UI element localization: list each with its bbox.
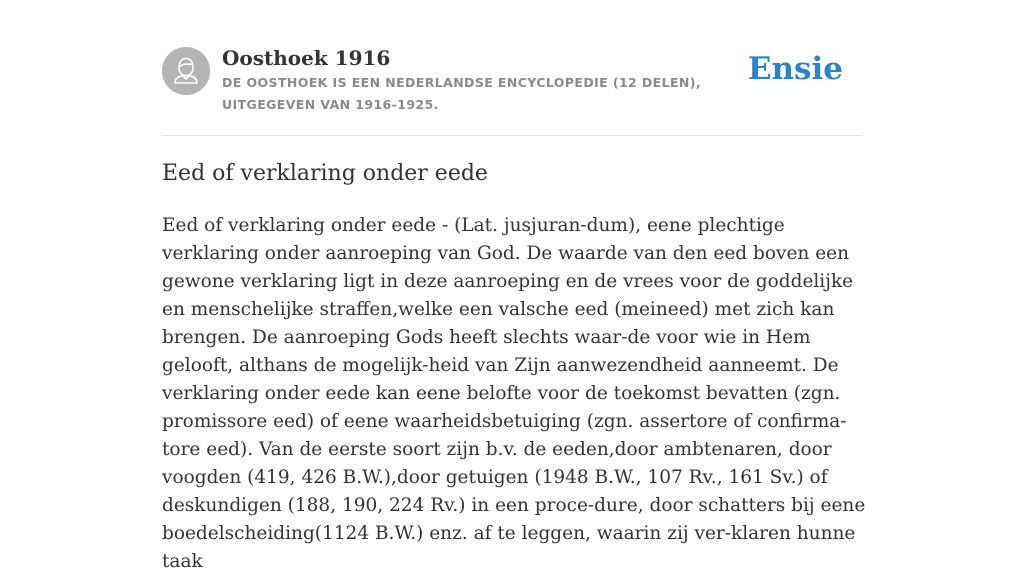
- user-avatar-icon: [162, 47, 210, 95]
- article-body: Eed of verklaring onder eede - (Lat. jusjuran-dum), eene plechtige verklaring onder aanroeping van God. De waarde van den eed boven een gewone verklaring ligt in deze aanroeping en de vrees voor de goddelijke en menschelijke straffen,welke een valsche eed (meineed) met zich kan brengen. De aanroeping Gods heeft slechts waar-de voor wie in Hem gelooft, althans de mogelijk-heid van Zijn aanwezendheid aanneemt. De verklaring onder eede kan eene belofte voor de toekomst bevatten (zgn. promissore eed) of eene waarheidsbetuiging (zgn. assertore of confirma-tore eed). Van de eerste soort zijn b.v. de eeden,door ambtenaren, door voogden (419, 426 B.W.),door getuigen (1948 B.W., 107 Rv., 161 Sv.) of deskundigen (188, 190, 224 Rv.) in een proce-dure, door schatters bij eene boedelscheiding(1124 B.W.) enz. af te leggen, waarin zij ver-klaren hunne taak: [162, 215, 866, 572]
- source-title[interactable]: Oosthoek 1916: [222, 46, 391, 70]
- article-title: Eed of verklaring onder eede: [162, 161, 488, 186]
- ensie-logo[interactable]: Ensie: [747, 51, 843, 87]
- source-description: DE OOSTHOEK IS EEN NEDERLANDSE ENCYCLOPEDIE (12 DELEN), UITGEGEVEN VAN 1916-1925.: [222, 75, 702, 112]
- header-divider: [162, 135, 862, 136]
- source-header: [162, 46, 862, 116]
